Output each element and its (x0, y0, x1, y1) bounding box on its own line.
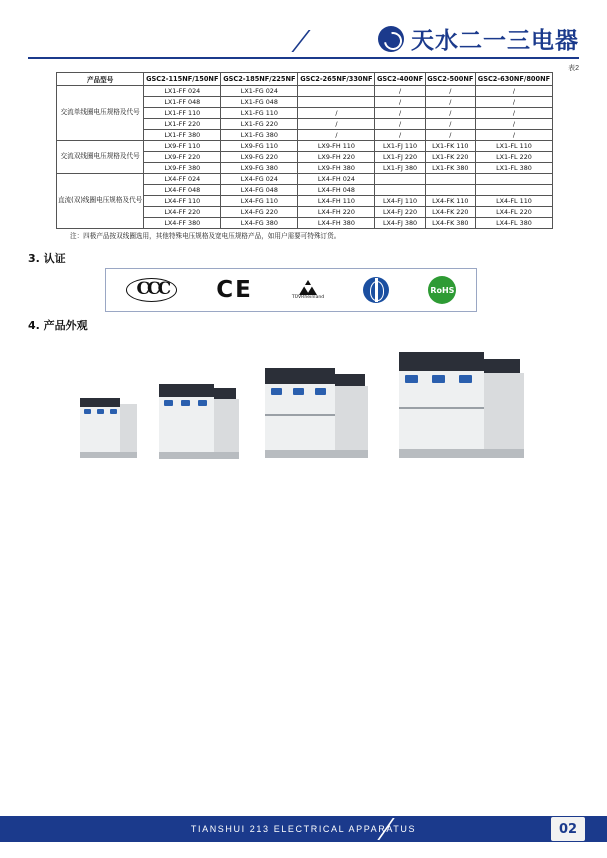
table-cell: LX1-FG 024 (221, 86, 298, 97)
table-cell: LX1-FF 110 (144, 108, 221, 119)
table-cell: LX9-FF 220 (144, 152, 221, 163)
header-swoosh-decoration (291, 30, 370, 52)
table-cell: LX4-FJ 220 (375, 207, 425, 218)
table-cell: / (298, 130, 375, 141)
certification-section-title: 3. 认证 (28, 252, 66, 265)
table-cell: LX4-FH 380 (298, 218, 375, 229)
brand-name: 天水二一三电器 (411, 28, 579, 54)
ce-mark-label: CE (216, 277, 253, 303)
certification-marks-row (105, 268, 477, 312)
table-cell: / (425, 86, 475, 97)
ccc-mark-label: CCC (126, 278, 178, 302)
table-cell: LX1-FK 220 (425, 152, 475, 163)
table-cell: LX4-FG 024 (221, 174, 298, 185)
table-cell: / (298, 119, 375, 130)
appearance-section-title: 4. 产品外观 (28, 319, 88, 332)
table-cell: LX1-FL 220 (475, 152, 552, 163)
table-cell: LX9-FF 110 (144, 141, 221, 152)
rohs-mark-icon (428, 273, 456, 307)
table-row (57, 174, 553, 185)
contactor-115nf-150nf-photo (70, 398, 145, 460)
table-cell: LX1-FG 048 (221, 97, 298, 108)
header-rule (28, 57, 579, 59)
table-cell: / (375, 119, 425, 130)
table-cell: / (425, 97, 475, 108)
table-cell: LX1-FG 220 (221, 119, 298, 130)
contactor-265nf-330nf-photo (260, 368, 380, 460)
table-cell: LX4-FK 220 (425, 207, 475, 218)
table-cell: / (425, 130, 475, 141)
table-cell: LX4-FL 110 (475, 196, 552, 207)
cb-marine-badge-shape (363, 277, 389, 303)
table-cell: LX4-FF 110 (144, 196, 221, 207)
column-header: GSC2-185NF/225NF (221, 73, 298, 86)
table-cell (298, 97, 375, 108)
table-cell: LX1-FL 110 (475, 141, 552, 152)
table-cell: LX9-FG 380 (221, 163, 298, 174)
contactor-400nf-800nf-photo (395, 352, 540, 460)
column-header: GSC2-500NF (425, 73, 475, 86)
table-cell: LX4-FK 110 (425, 196, 475, 207)
table-cell: LX1-FG 110 (221, 108, 298, 119)
table-cell: LX1-FJ 380 (375, 163, 425, 174)
table-row (57, 86, 553, 97)
table-footnote: 注：四极产品按双线圈选用，其他特殊电压规格及宽电压规格产品，如用户需要可特殊订货。 (70, 232, 341, 240)
table-cell: LX4-FH 024 (298, 174, 375, 185)
table-cell: LX4-FH 110 (298, 196, 375, 207)
column-header: GSC2-400NF (375, 73, 425, 86)
table-cell: LX1-FF 048 (144, 97, 221, 108)
page-number: 02 (551, 817, 585, 841)
product-photo-row (45, 340, 565, 460)
table-cell: LX1-FK 110 (425, 141, 475, 152)
column-header: GSC2-630NF/800NF (475, 73, 552, 86)
table-cell: LX4-FG 048 (221, 185, 298, 196)
table-cell (475, 185, 552, 196)
table-cell: LX4-FL 220 (475, 207, 552, 218)
table-cell (375, 174, 425, 185)
table-cell: / (375, 86, 425, 97)
table-cell: LX4-FH 048 (298, 185, 375, 196)
table-cell: / (475, 97, 552, 108)
rohs-mark-label: RoHS (428, 276, 456, 304)
table-cell: LX4-FG 220 (221, 207, 298, 218)
ce-mark-icon (216, 273, 253, 307)
table-cell: / (475, 130, 552, 141)
column-header: 产品型号 (57, 73, 144, 86)
table-cell: LX4-FF 380 (144, 218, 221, 229)
table-cell: LX9-FH 380 (298, 163, 375, 174)
footer-text: TIANSHUI 213 ELECTRICAL APPARATUS (190, 824, 417, 834)
contactor-185nf-225nf-photo (153, 384, 248, 460)
table-cell: LX1-FK 380 (425, 163, 475, 174)
table-body (57, 86, 553, 229)
table-cell: / (475, 108, 552, 119)
table-cell: LX4-FF 048 (144, 185, 221, 196)
table-cell: / (425, 108, 475, 119)
table-cell: / (375, 108, 425, 119)
table-cell: LX4-FJ 110 (375, 196, 425, 207)
table-cell: / (375, 130, 425, 141)
table-cell: LX4-FJ 380 (375, 218, 425, 229)
table-cell (425, 185, 475, 196)
table-cell: LX1-FF 220 (144, 119, 221, 130)
ccc-mark-icon (126, 273, 178, 307)
table-cell: / (425, 119, 475, 130)
circular-swirl-logo-icon (378, 26, 404, 52)
tuv-rheinland-mark-icon (292, 273, 324, 307)
table-cell: LX4-FL 380 (475, 218, 552, 229)
table-cell: LX9-FF 380 (144, 163, 221, 174)
table-cell: / (475, 119, 552, 130)
table-cell: LX1-FG 380 (221, 130, 298, 141)
table-cell: LX9-FG 220 (221, 152, 298, 163)
table-cell: / (298, 108, 375, 119)
table-cell: LX1-FJ 110 (375, 141, 425, 152)
cb-marine-mark-icon (363, 273, 389, 307)
table-cell (375, 185, 425, 196)
table-cell: / (475, 86, 552, 97)
table-row (57, 141, 553, 152)
table-cell: LX9-FH 220 (298, 152, 375, 163)
table-cell: LX4-FF 024 (144, 174, 221, 185)
table-cell: LX1-FF 024 (144, 86, 221, 97)
page-footer (0, 798, 607, 858)
table-cell: LX9-FH 110 (298, 141, 375, 152)
table-cell: LX4-FK 380 (425, 218, 475, 229)
tuv-mark-label: TÜVRheinland (291, 294, 325, 300)
table-cell: LX4-FF 220 (144, 207, 221, 218)
page-header (0, 0, 607, 62)
table-caption: 表2 (568, 65, 579, 72)
table-cell (425, 174, 475, 185)
tuv-triangle-shape (299, 280, 317, 295)
row-group-label: 直流(双)线圈电压规格及代号 (57, 174, 144, 229)
table-cell: LX4-FG 380 (221, 218, 298, 229)
brand-lockup (378, 22, 579, 55)
column-header: GSC2-265NF/330NF (298, 73, 375, 86)
table-cell: LX9-FG 110 (221, 141, 298, 152)
table-cell (298, 86, 375, 97)
table-header-row (57, 73, 553, 86)
coil-voltage-spec-table (56, 72, 553, 229)
table-cell (475, 174, 552, 185)
row-group-label: 交流双线圈电压规格及代号 (57, 141, 144, 174)
table-cell: LX4-FH 220 (298, 207, 375, 218)
table-cell: LX4-FG 110 (221, 196, 298, 207)
table-cell: / (375, 97, 425, 108)
row-group-label: 交流单线圈电压规格及代号 (57, 86, 144, 141)
table-cell: LX1-FJ 220 (375, 152, 425, 163)
table-cell: LX1-FF 380 (144, 130, 221, 141)
column-header: GSC2-115NF/150NF (144, 73, 221, 86)
table-cell: LX1-FL 380 (475, 163, 552, 174)
